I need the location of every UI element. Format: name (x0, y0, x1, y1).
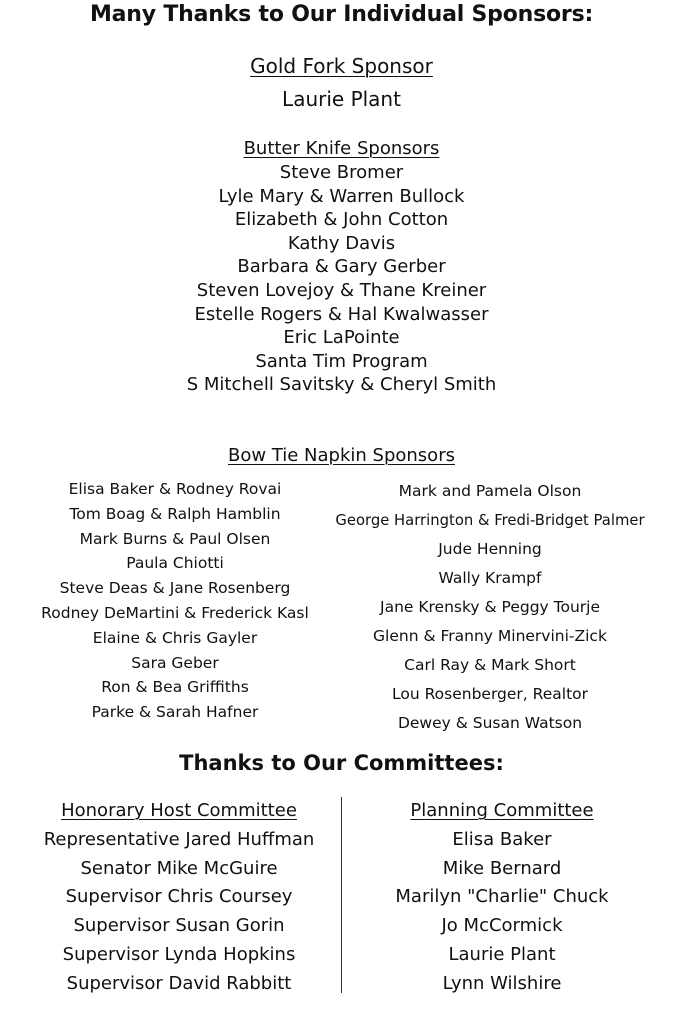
list-item: Steve Deas & Jane Rosenberg (59, 579, 291, 598)
gold-fork-section-title (0, 54, 683, 78)
list-item: Tom Boag & Ralph Hamblin (69, 504, 281, 523)
list-item: Supervisor Chris Coursey (65, 886, 293, 908)
planning-committee-title: Planning Committee (410, 800, 594, 821)
list-item: Senator Mike McGuire (80, 857, 278, 879)
list-item: Steven Lovejoy & Thane Kreiner (196, 279, 487, 301)
list-item: Lyle Mary & Warren Bullock (218, 185, 465, 207)
honorary-committee-title: Honorary Host Committee (61, 800, 297, 821)
butter-knife-section-title (0, 138, 683, 159)
list-item: Jude Henning (438, 540, 542, 558)
list-item: Mark and Pamela Olson (398, 482, 582, 500)
list-item: Lynn Wilshire (442, 972, 562, 994)
list-item: Supervisor David Rabbitt (66, 972, 292, 994)
list-item: Steve Bromer (279, 162, 404, 183)
bow-tie-section-title (0, 445, 683, 466)
list-item: Estelle Rogers & Hal Kwalwasser (194, 303, 489, 325)
list-item: Sara Geber (131, 653, 219, 672)
list-item: Rodney DeMartini & Frederick Kasl (41, 603, 309, 622)
butter-knife-list (0, 161, 683, 397)
honorary-committee-title-row (30, 797, 328, 826)
list-item: Representative Jared Huffman (43, 828, 315, 850)
list-item: Jo McCormick (441, 915, 563, 937)
list-item: Mark Burns & Paul Olsen (79, 529, 271, 548)
gold-fork-sponsor-name: Laurie Plant (282, 87, 401, 111)
list-item: Supervisor Susan Gorin (73, 915, 285, 937)
page-title: Many Thanks to Our Individual Sponsors: (89, 2, 594, 27)
column-divider (341, 797, 342, 993)
list-item: Jane Krensky & Peggy Tourje (380, 598, 600, 616)
planning-committee (352, 797, 652, 999)
bow-tie-list-right (322, 477, 658, 738)
list-item: Elaine & Chris Gayler (92, 628, 258, 647)
list-item: Elisa Baker & Rodney Rovai (68, 480, 282, 498)
list-item: Lou Rosenberger, Realtor (391, 685, 588, 703)
committees-heading: Thanks to Our Committees: (179, 751, 504, 775)
list-item: Dewey & Susan Watson (397, 714, 583, 732)
list-item: Parke & Sarah Hafner (91, 703, 259, 722)
planning-committee-title-row (352, 797, 652, 826)
list-item: Laurie Plant (448, 943, 556, 965)
butter-knife-title: Butter Knife Sponsors (243, 138, 440, 159)
list-item: Elizabeth & John Cotton (234, 209, 449, 231)
list-item: Barbara & Gary Gerber (237, 256, 446, 278)
list-item: Marilyn "Charlie" Chuck (395, 886, 609, 908)
gold-fork-title: Gold Fork Sponsor (250, 54, 433, 78)
list-item: Carl Ray & Mark Short (404, 656, 576, 674)
list-item: Elisa Baker (452, 828, 552, 850)
list-item: Ron & Bea Griffiths (101, 678, 249, 697)
list-item: Glenn & Franny Minervini-Zick (373, 627, 607, 645)
list-item: S Mitchell Savitsky & Cheryl Smith (186, 374, 497, 396)
list-item: Eric LaPointe (283, 327, 400, 349)
bow-tie-title: Bow Tie Napkin Sponsors (228, 445, 455, 466)
list-item: Wally Krampf (438, 569, 542, 587)
list-item: Supervisor Lynda Hopkins (62, 943, 296, 965)
honorary-host-committee (30, 797, 328, 999)
list-item: George Harrington & Fredi-Bridget Palmer (335, 512, 645, 529)
bow-tie-list-left (30, 477, 320, 725)
list-item: Kathy Davis (287, 232, 396, 254)
list-item: Santa Tim Program (255, 350, 428, 372)
list-item: Paula Chiotti (126, 554, 224, 573)
list-item: Mike Bernard (442, 857, 562, 879)
